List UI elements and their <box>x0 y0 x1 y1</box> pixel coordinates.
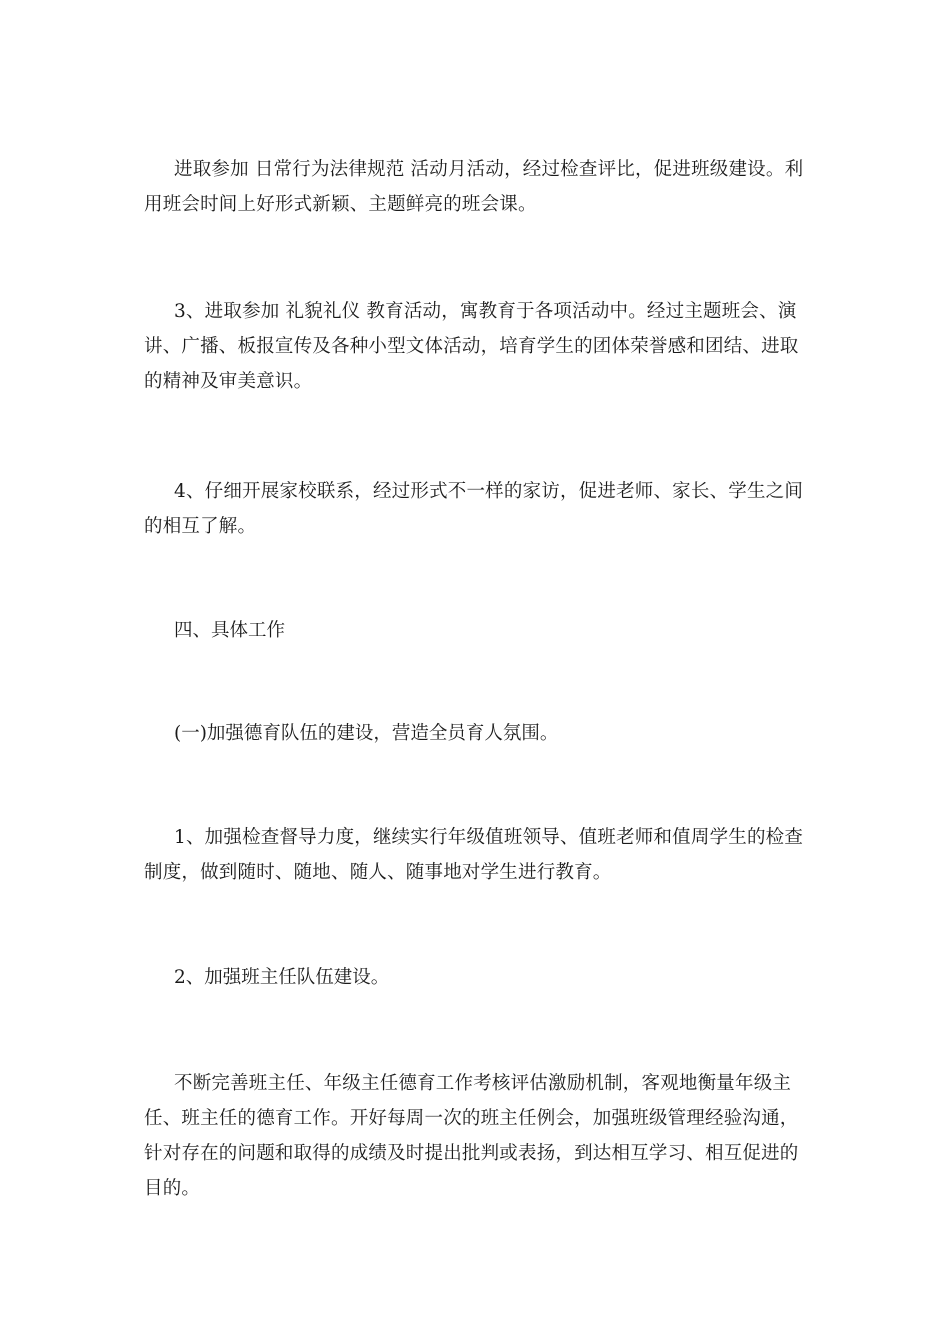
subsection-heading-moral-team: (一)加强德育队伍的建设，营造全员育人氛围。 <box>174 723 559 744</box>
paragraph-home-school-contact: 4、仔细开展家校联系，经过形式不一样的家访，促进老师、家长、学生之间的相互了解。 <box>144 481 804 537</box>
paragraph-inspection-supervision: 1、加强检查督导力度，继续实行年级值班领导、值班老师和值周学生的检查制度，做到随时、随地、随人、随事地对学生进行教育。 <box>144 827 804 883</box>
paragraph-etiquette-education: 3、进取参加 礼貌礼仪 教育活动，寓教育于各项活动中。经过主题班会、演讲、广播、板报宣传及各种小型文体活动，培育学生的团体荣誉感和团结、进取的精神及审美意识。 <box>144 301 799 392</box>
section-heading-specific-work: 四、具体工作 <box>174 620 286 641</box>
paragraph-regulation-activity: 进取参加 日常行为法律规范 活动月活动，经过检查评比，促进班级建设。利用班会时间上好形式新颖、主题鲜亮的班会课。 <box>144 159 804 215</box>
paragraph-assessment-mechanism: 不断完善班主任、年级主任德育工作考核评估激励机制，客观地衡量年级主任、班主任的德育工作。开好每周一次的班主任例会，加强班级管理经验沟通，针对存在的问题和取得的成绩及时提出批判或表扬，到达相互学习、相互促进的目的。 <box>144 1073 799 1199</box>
paragraph-head-teacher-team: 2、加强班主任队伍建设。 <box>174 967 390 988</box>
